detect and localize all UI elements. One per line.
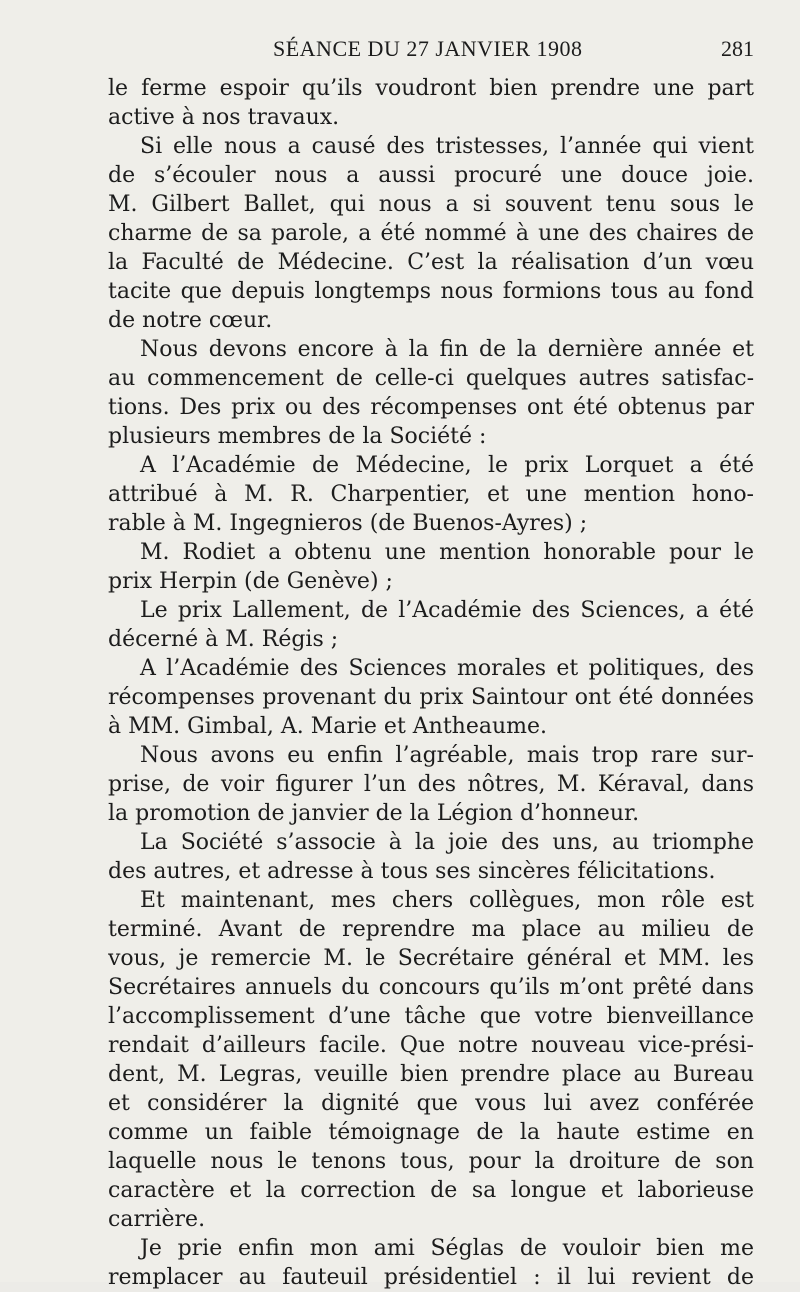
text-line: M. Gilbert Ballet, qui nous a si souvent tenu sous le	[108, 192, 754, 217]
text-line: Nous devons encore à la fin de la dernière année et	[140, 337, 754, 362]
text-line: carrière.	[108, 1207, 206, 1232]
text-line: vous, je remercie M. le Secrétaire général et MM. les	[108, 946, 754, 971]
text-line: à MM. Gimbal, A. Marie et Antheaume.	[108, 714, 548, 739]
running-title: SÉANCE DU 27 JANVIER 1908	[273, 36, 583, 61]
text-line: de s’écouler nous a aussi procuré une douce joie.	[108, 163, 754, 188]
text-line: Le prix Lallement, de l’Académie des Sciences, a été	[140, 598, 754, 623]
text-line: La Société s’associe à la joie des uns, au triomphe	[140, 830, 754, 855]
text-line: et considérer la dignité que vous lui avez conférée	[108, 1091, 754, 1116]
text-line: au commencement de celle-ci quelques autres satisfac-	[108, 366, 754, 391]
text-line: Secrétaires annuels du concours qu’ils m’ont prêté dans	[108, 975, 754, 1000]
text-line: laquelle nous le tenons tous, pour la droiture de son	[108, 1149, 754, 1174]
body-text	[108, 74, 754, 1292]
text-line: M. Rodiet a obtenu une mention honorable pour le	[140, 540, 754, 565]
text-line: récompenses provenant du prix Saintour ont été données	[108, 685, 754, 710]
text-line: A l’Académie de Médecine, le prix Lorquet a été	[140, 453, 754, 478]
text-line: Nous avons eu enfin l’agréable, mais trop rare sur-	[140, 743, 754, 768]
text-line: A l’Académie des Sciences morales et politiques, des	[140, 656, 754, 681]
text-line: de notre cœur.	[108, 308, 273, 333]
text-line: rendait d’ailleurs facile. Que notre nouveau vice-prési-	[108, 1033, 754, 1058]
text-line: des autres, et adresse à tous ses sincères félicitations.	[108, 859, 716, 884]
text-line: la promotion de janvier de la Légion d’honneur.	[108, 801, 640, 826]
text-line: charme de sa parole, a été nommé à une des chaires de	[108, 221, 754, 246]
text-line: active à nos travaux.	[108, 105, 340, 130]
text-line: caractère et la correction de sa longue et laborieuse	[108, 1178, 754, 1203]
text-line: Si elle nous a causé des tristesses, l’année qui vient	[140, 134, 754, 159]
text-line: prix Herpin (de Genève) ;	[108, 569, 393, 594]
page-number: 281	[721, 36, 754, 61]
text-line: attribué à M. R. Charpentier, et une mention hono-	[108, 482, 754, 507]
text-line: tions. Des prix ou des récompenses ont été obtenus par	[108, 395, 754, 420]
text-line: la Faculté de Médecine. C’est la réalisation d’un vœu	[108, 250, 754, 275]
text-line: dent, M. Legras, veuille bien prendre place au Bureau	[108, 1062, 754, 1087]
text-line: plusieurs membres de la Société :	[108, 424, 487, 449]
text-line: le ferme espoir qu’ils voudront bien prendre une part	[108, 76, 754, 101]
running-head	[108, 36, 754, 66]
text-line: terminé. Avant de reprendre ma place au milieu de	[108, 917, 754, 942]
text-line: Et maintenant, mes chers collègues, mon rôle est	[140, 888, 754, 913]
text-line: comme un faible témoignage de la haute estime en	[108, 1120, 754, 1145]
text-line: prise, de voir figurer l’un des nôtres, M. Kéraval, dans	[108, 772, 754, 797]
text-line: décerné à M. Régis ;	[108, 627, 339, 652]
text-line: Je prie enfin mon ami Séglas de vouloir bien me	[140, 1236, 754, 1261]
text-line: remplacer au fauteuil présidentiel : il lui revient de	[108, 1265, 754, 1290]
text-line: rable à M. Ingegnieros (de Buenos-Ayres) ;	[108, 511, 588, 536]
text-line: l’accomplissement d’une tâche que votre bienveillance	[108, 1004, 754, 1029]
text-line: tacite que depuis longtemps nous formions tous au fond	[108, 279, 754, 304]
